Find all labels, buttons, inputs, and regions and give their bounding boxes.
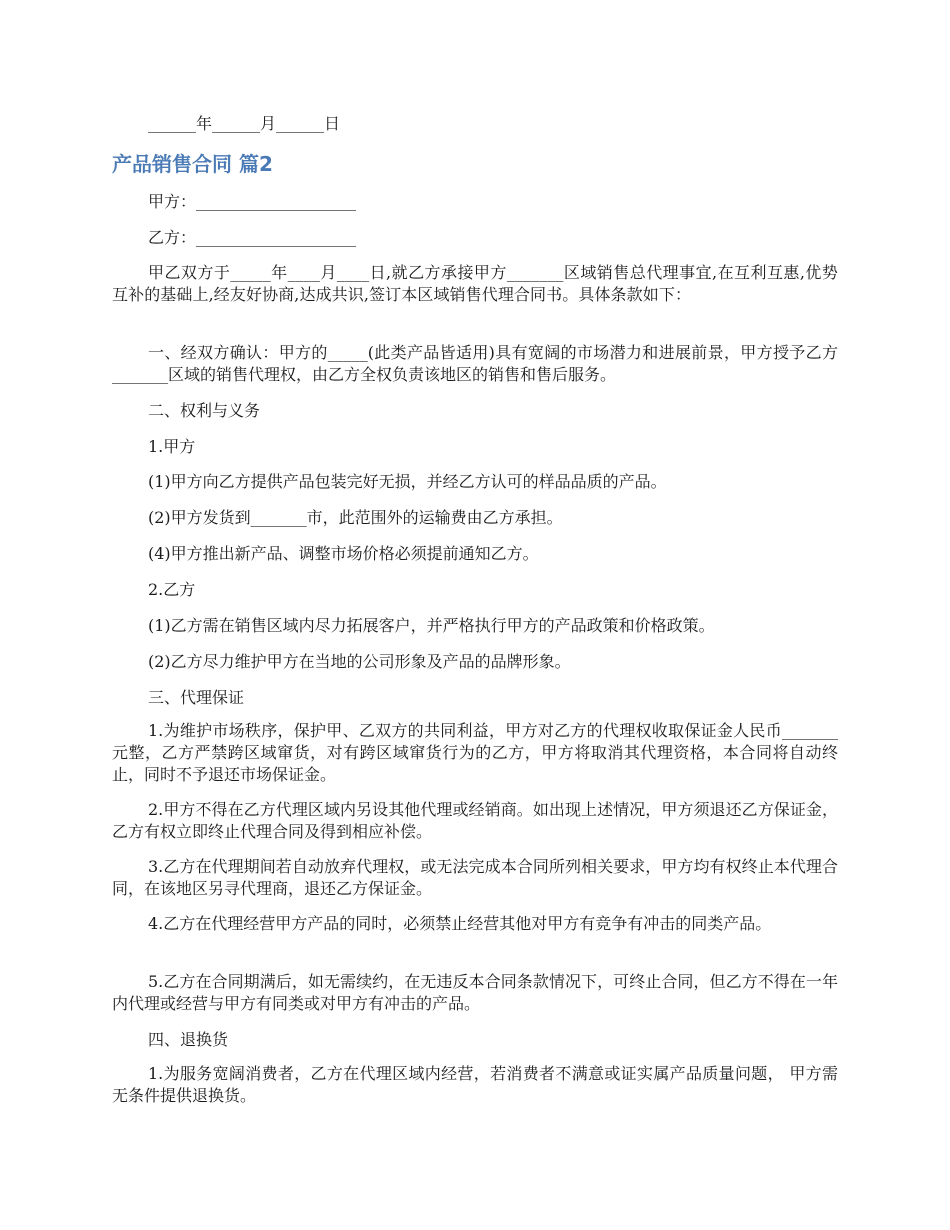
party-b-item-2: (2)乙方尽力维护甲方在当地的公司形象及产品的品牌形象。 xyxy=(148,652,571,671)
guarantee-3-paragraph: 3.乙方在代理期间若自动放弃代理权，或无法完成本合同所列相关要求，甲方均有权终止本代理合同，在该地区另寻代理商，退还乙方保证金。 xyxy=(112,857,838,898)
party-a-subheading: 1.甲方 xyxy=(148,437,196,456)
clause-1-paragraph: 一、经双方确认：甲方的_____(此类产品皆适用)具有宽阔的市场潜力和进展前景，甲方授予乙方_______区域的销售代理权，由乙方全权负责该地区的销售和售后服务。 xyxy=(112,343,838,384)
party-a-item-4: (4)甲方推出新产品、调整市场价格必须提前通知乙方。 xyxy=(148,544,539,563)
intro-paragraph: 甲乙双方于_____年____月____日,就乙方承接甲方_______区域销售总代理事宜,在互利互惠,优势互补的基础上,经友好协商,达成共识,签订本区域销售代理合同书。具体条款如下： xyxy=(112,263,838,304)
clause-2-title: 二、权利与义务 xyxy=(148,401,261,420)
guarantee-2-paragraph: 2.甲方不得在乙方代理区域内另设其他代理或经销商。如出现上述情况，甲方须退还乙方保证金，乙方有权立即终止代理合同及得到相应补偿。 xyxy=(112,800,838,841)
party-b-line: 乙方：____________________ xyxy=(148,228,357,247)
party-a-item-2: (2)甲方发货到_______市，此范围外的运输费由乙方承担。 xyxy=(148,508,563,527)
date-line: ______年______月______日 xyxy=(148,114,341,133)
party-a-item-1: (1)甲方向乙方提供产品包装完好无损，并经乙方认可的样品品质的产品。 xyxy=(148,472,667,491)
section-title: 产品销售合同 篇2 xyxy=(112,152,273,176)
party-b-subheading: 2.乙方 xyxy=(148,580,196,599)
party-a-line: 甲方：____________________ xyxy=(148,192,357,211)
clause-3-title: 三、代理保证 xyxy=(148,688,245,707)
return-1-paragraph: 1.为服务宽阔消费者，乙方在代理区域内经营，若消费者不满意或证实属产品质量问题， 甲方需无条件提供退换货。 xyxy=(112,1064,838,1105)
party-b-item-1: (1)乙方需在销售区域内尽力拓展客户，并严格执行甲方的产品政策和价格政策。 xyxy=(148,616,715,635)
clause-4-title: 四、退换货 xyxy=(148,1030,229,1049)
guarantee-5-paragraph: 5.乙方在合同期满后，如无需续约，在无违反本合同条款情况下，可终止合同，但乙方不得在一年内代理或经营与甲方有同类或对甲方有冲击的产品。 xyxy=(112,972,838,1013)
guarantee-1-paragraph: 1.为维护市场秩序，保护甲、乙双方的共同利益，甲方对乙方的代理权收取保证金人民币_______元整，乙方严禁跨区域窜货，对有跨区域窜货行为的乙方，甲方将取消其代理资格，本合同将自动终止，同时不予退还市场保证金。 xyxy=(112,721,838,784)
guarantee-4-paragraph: 4.乙方在代理经营甲方产品的同时，必须禁止经营其他对甲方有竞争有冲击的同类产品。 xyxy=(148,914,772,933)
